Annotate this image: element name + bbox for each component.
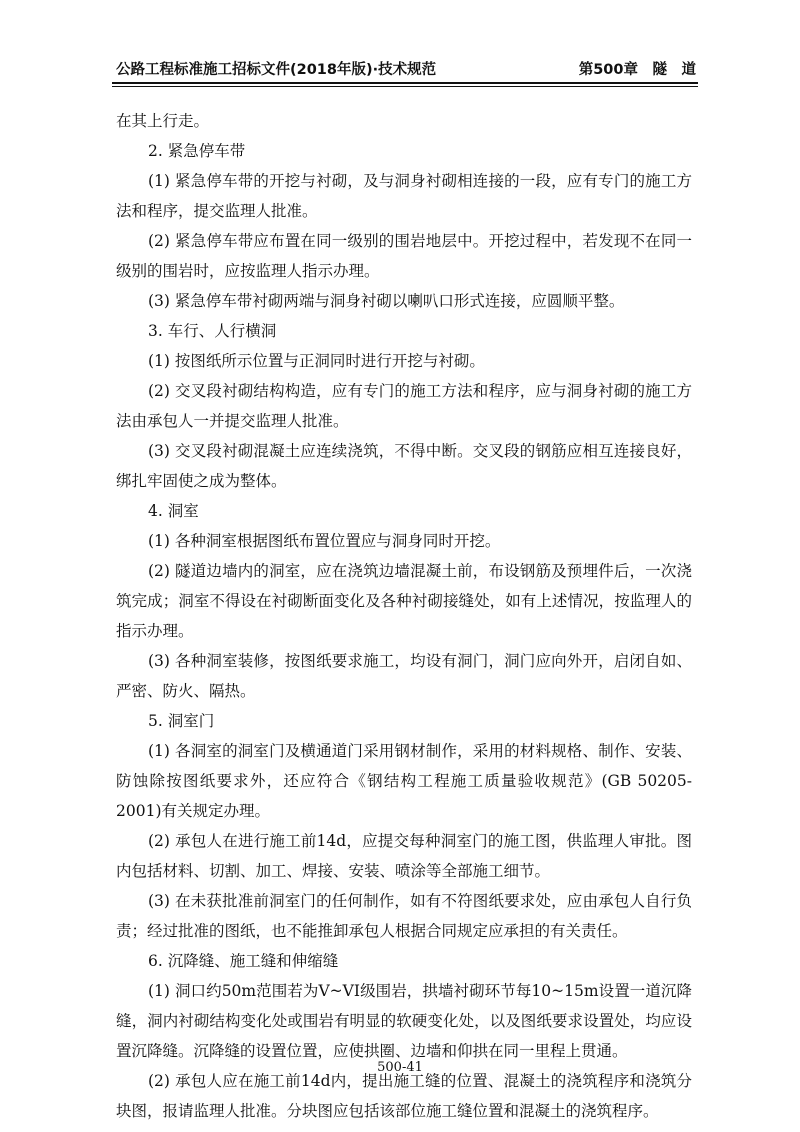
body-text [116,106,692,1126]
header-rule-thin [112,86,698,87]
paragraph: (1) 洞口约50m范围若为V~VI级围岩，拱墙衬砌环节每10~15m设置一道沉降缝，洞内衬砌结构变化处或围岩有明显的软硬变化处，以及图纸要求设置处，均应设置沉降缝。沉降缝的设置位置，应使拱圈、边墙和仰拱在同一里程上贯通。 [116,982,692,1060]
paragraph: (2) 隧道边墙内的洞室，应在浇筑边墙混凝土前，布设钢筋及预埋件后，一次浇筑完成；洞室不得设在衬砌断面变化及各种衬砌接缝处，如有上述情况，按监理人的指示办理。 [116,562,692,640]
section-heading: 5. 洞室门 [148,712,215,730]
page-number: 500-41 [377,1060,423,1075]
paragraph: (1) 紧急停车带的开挖与衬砌，及与洞身衬砌相连接的一段，应有专门的施工方法和程序，提交监理人批准。 [116,172,692,220]
paragraph: (2) 紧急停车带应布置在同一级别的围岩地层中。开挖过程中，若发现不在同一级别的围岩时，应按监理人指示办理。 [116,232,692,280]
paragraph: (2) 承包人在进行施工前14d，应提交每种洞室门的施工图，供监理人审批。图内包括材料、切割、加工、焊接、安装、喷涂等全部施工细节。 [116,832,692,880]
header-document-title: 公路工程标准施工招标文件(2018年版)·技术规范 [116,62,437,78]
paragraph: (2) 承包人应在施工前14d内，提出施工缝的位置、混凝土的浇筑程序和浇筑分块图，报请监理人批准。分块图应包括该部位施工缝位置和混凝土的浇筑程序。 [116,1072,692,1120]
paragraph: (2) 交叉段衬砌结构构造，应有专门的施工方法和程序，应与洞身衬砌的施工方法由承包人一并提交监理人批准。 [116,382,692,430]
section-heading: 3. 车行、人行横洞 [148,322,277,340]
paragraph: (3) 交叉段衬砌混凝土应连续浇筑，不得中断。交叉段的钢筋应相互连接良好，绑扎牢固使之成为整体。 [116,442,692,490]
header-rule-thick [112,82,698,84]
paragraph: (3) 各种洞室装修，按图纸要求施工，均设有洞门，洞门应向外开，启闭自如、严密、防火、隔热。 [116,652,692,700]
section-heading: 4. 洞室 [148,502,199,520]
paragraph: (3) 在未获批准前洞室门的任何制作，如有不符图纸要求处，应由承包人自行负责；经过批准的图纸，也不能推卸承包人根据合同规定应承担的有关责任。 [116,892,692,940]
paragraph-continuation: 在其上行走。 [116,112,210,130]
page-header [116,56,696,78]
paragraph: (1) 各洞室的洞室门及横通道门采用钢材制作，采用的材料规格、制作、安装、防蚀除按图纸要求外，还应符合《钢结构工程施工质量验收规范》(GB 50205-2001)有关规定办理。 [116,742,692,820]
section-heading: 6. 沉降缝、施工缝和伸缩缝 [148,952,339,970]
paragraph: (1) 按图纸所示位置与正洞同时进行开挖与衬砌。 [148,352,485,370]
paragraph: (1) 各种洞室根据图纸布置位置应与洞身同时开挖。 [148,532,501,550]
paragraph: (3) 紧急停车带衬砌两端与洞身衬砌以喇叭口形式连接，应圆顺平整。 [148,292,625,310]
header-chapter-title: 第500章 隧 道 [578,62,696,78]
section-heading: 2. 紧急停车带 [148,142,246,160]
